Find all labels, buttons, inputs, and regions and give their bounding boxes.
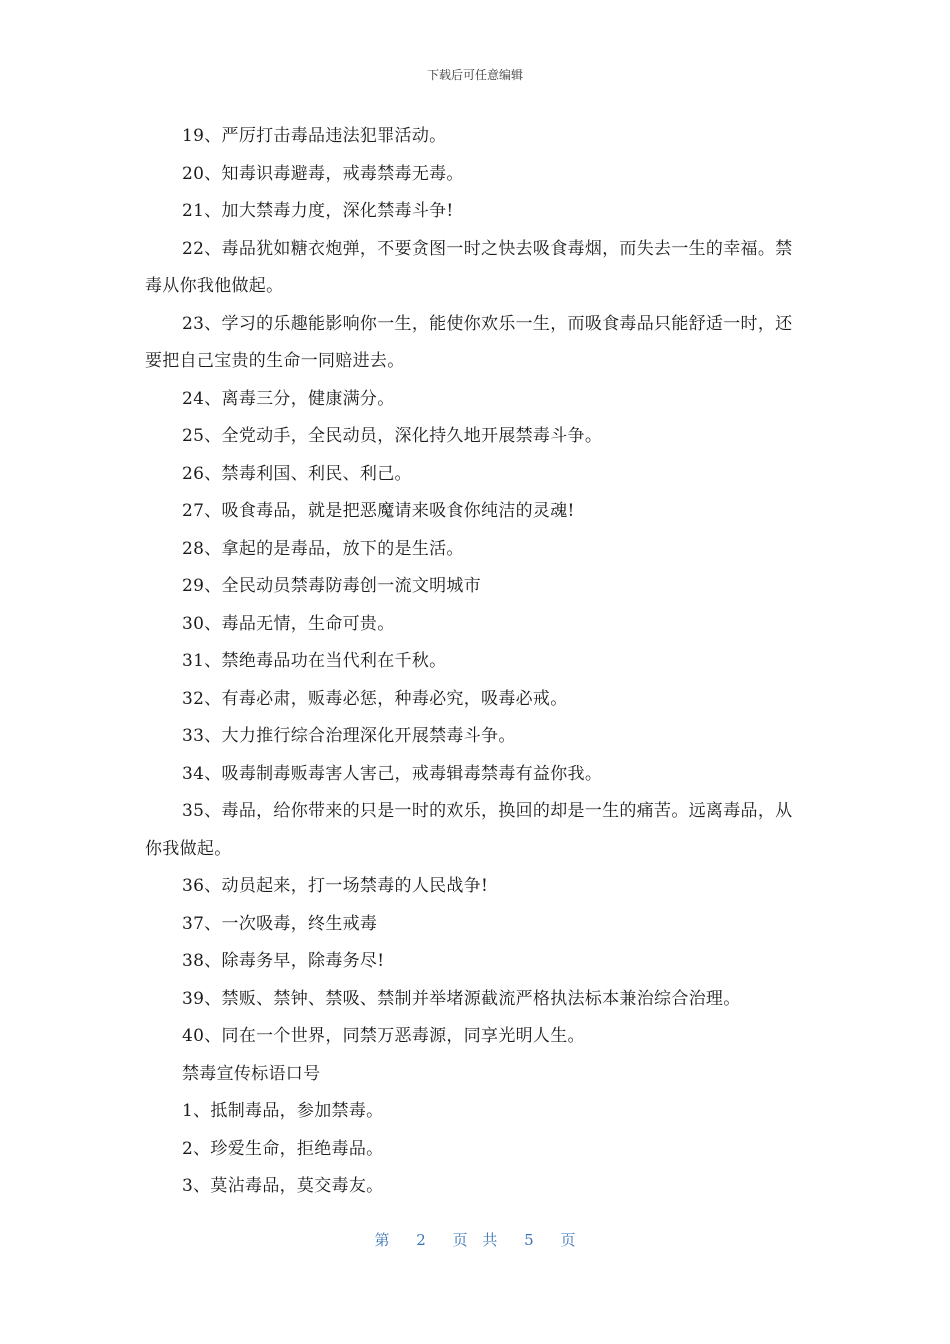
paragraph: 40、同在一个世界，同禁万恶毒源，同享光明人生。 — [182, 1026, 585, 1046]
page-label-mid: 页 共 — [452, 1231, 498, 1249]
section-heading: 禁毒宣传标语口号 — [182, 1063, 321, 1084]
paragraph: 29、全民动员禁毒防毒创一流文明城市 — [182, 576, 482, 596]
paragraph: 26、禁毒利国、利民、利己。 — [182, 463, 412, 484]
paragraph: 28、拿起的是毒品，放下的是生活。 — [182, 538, 464, 559]
page-label-prefix: 第 — [374, 1231, 390, 1249]
paragraph: 34、吸毒制毒贩毒害人害己，戒毒辑毒禁毒有益你我。 — [182, 763, 603, 784]
paragraph: 20、知毒识毒避毒，戒毒禁毒无毒。 — [182, 163, 464, 184]
paragraph: 37、一次吸毒，终生戒毒 — [182, 913, 378, 934]
paragraph: 36、动员起来，打一场禁毒的人民战争! — [182, 876, 489, 896]
total-pages-number: 5 — [524, 1231, 534, 1249]
document-body — [145, 118, 800, 1206]
paragraph: 22、毒品犹如糖衣炮弹，不要贪图一时之快去吸食毒烟，而失去一生的幸福。禁毒从你我他做起。 — [145, 238, 793, 296]
page-header: 下载后可任意编辑 — [426, 68, 523, 82]
paragraph: 32、有毒必肃，贩毒必惩，种毒必究，吸毒必戒。 — [182, 688, 568, 709]
paragraph: 38、除毒务早，除毒务尽! — [182, 951, 385, 971]
paragraph: 33、大力推行综合治理深化开展禁毒斗争。 — [182, 726, 516, 746]
page-footer — [0, 1229, 950, 1250]
paragraph: 39、禁贩、禁钟、禁吸、禁制并举堵源截流严格执法标本兼治综合治理。 — [182, 988, 741, 1009]
paragraph: 25、全党动手，全民动员，深化持久地开展禁毒斗争。 — [182, 426, 603, 446]
paragraph: 2、珍爱生命，拒绝毒品。 — [182, 1138, 384, 1159]
paragraph: 21、加大禁毒力度，深化禁毒斗争! — [182, 201, 454, 221]
paragraph: 31、禁绝毒品功在当代利在千秋。 — [182, 651, 447, 671]
paragraph: 30、毒品无情，生命可贵。 — [182, 613, 395, 634]
current-page-number: 2 — [416, 1231, 426, 1249]
paragraph: 24、离毒三分，健康满分。 — [182, 388, 395, 409]
paragraph: 35、毒品，给你带来的只是一时的欢乐，换回的却是一生的痛苦。远离毒品，从你我做起。 — [145, 801, 793, 859]
paragraph: 23、学习的乐趣能影响你一生，能使你欢乐一生，而吸食毒品只能舒适一时，还要把自己宝贵的生命一同赔进去。 — [145, 313, 793, 371]
page-label-suffix: 页 — [560, 1231, 576, 1249]
paragraph: 19、严厉打击毒品违法犯罪活动。 — [182, 126, 447, 146]
paragraph: 27、吸食毒品，就是把恶魔请来吸食你纯洁的灵魂! — [182, 501, 575, 521]
paragraph: 3、莫沾毒品，莫交毒友。 — [182, 1176, 384, 1196]
paragraph: 1、抵制毒品，参加禁毒。 — [182, 1101, 384, 1121]
